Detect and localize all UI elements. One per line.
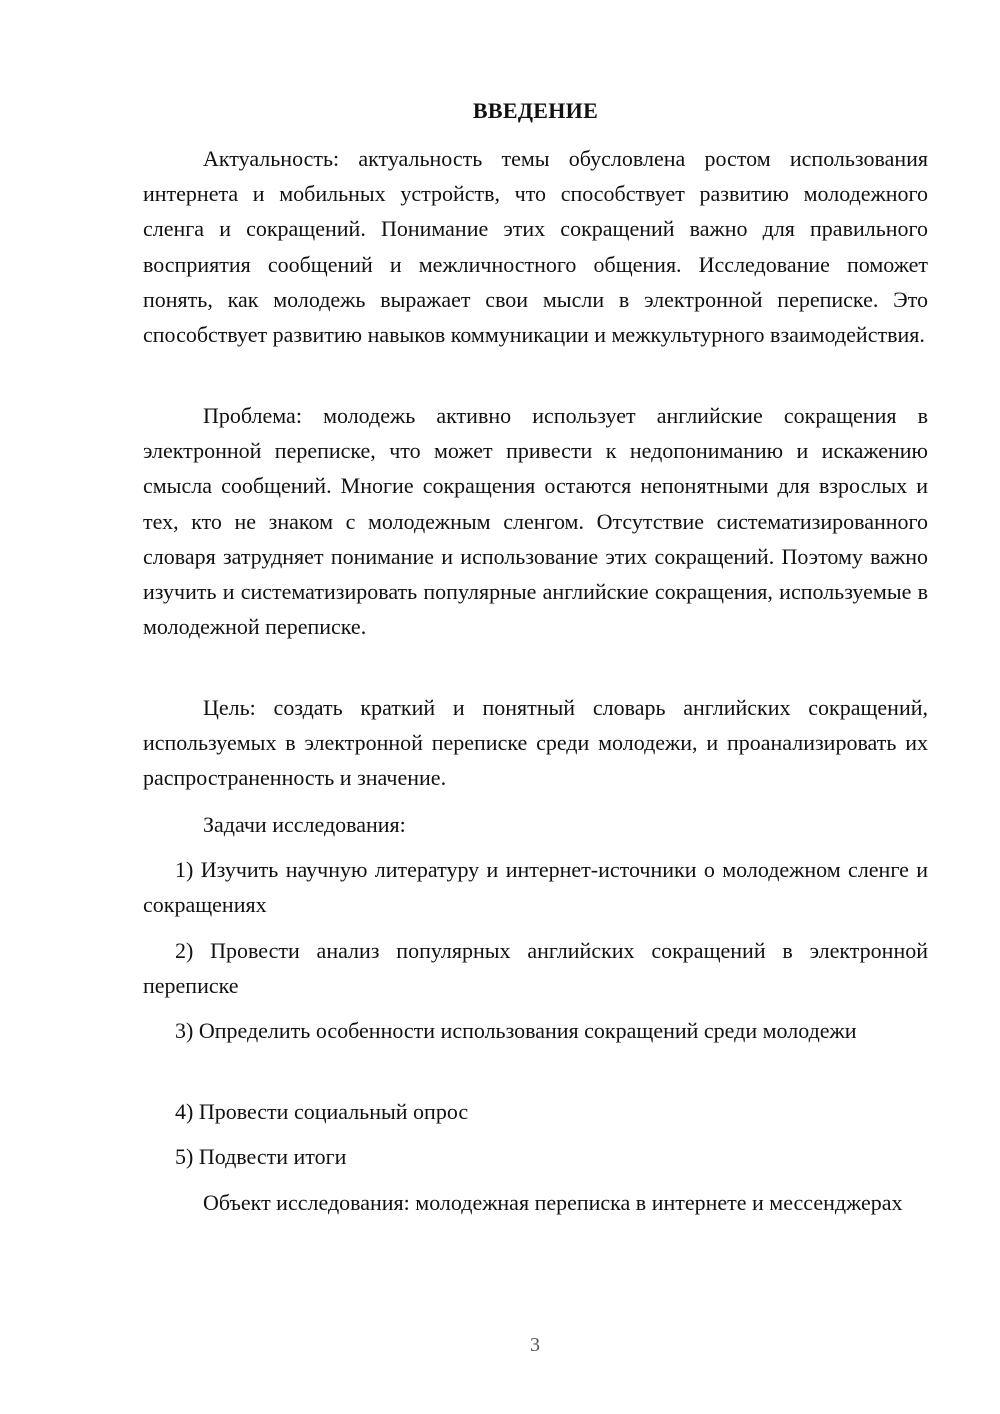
page-number: 3 <box>530 1334 540 1356</box>
tasks-heading: Задачи исследования: <box>203 812 406 837</box>
paragraph-object: Объект исследования: молодежная переписка в интернете и мессенджерах <box>203 1190 903 1215</box>
paragraph-goal: Цель: создать краткий и понятный словарь английских сокращений, используемых в электронной переписке среди молодежи, и проанализировать их распространенность и значение. <box>143 695 928 791</box>
paragraph-problem: Проблема: молодежь активно использует английские сокращения в электронной переписке, что может привести к недопониманию и искажению смысла сообщений. Многие сокращения остаются непонятными для взрослых и тех, кто не знаком с молодежным сленгом. Отсутствие систематизированного словаря затрудняет понимание и использование этих сокращений. Поэтому важно изучить и систематизировать популярные английские сокращения, используемые в молодежной переписке. <box>143 403 928 640</box>
task-item-2: 2) Провести анализ популярных английских сокращений в электронной переписке <box>143 938 928 999</box>
paragraph-relevance: Актуальность: актуальность темы обусловлена ростом использования интернета и мобильных устройств, что способствует развитию молодежного сленга и сокращений. Понимание этих сокращений важно для правильного восприятия сообщений и межличностного общения. Исследование поможет понять, как молодежь выражает свои мысли в электронной переписке. Это способствует развитию навыков коммуникации и межкультурного взаимодействия. <box>143 146 928 348</box>
task-item-4: 4) Провести социальный опрос <box>175 1099 469 1124</box>
task-item-1: 1) Изучить научную литературу и интернет-источники о молодежном сленге и сокращениях <box>143 857 928 918</box>
task-item-5: 5) Подвести итоги <box>175 1144 347 1169</box>
task-item-3: 3) Определить особенности использования сокращений среди молодежи <box>175 1018 857 1043</box>
page-title: ВВЕДЕНИЕ <box>472 98 599 123</box>
